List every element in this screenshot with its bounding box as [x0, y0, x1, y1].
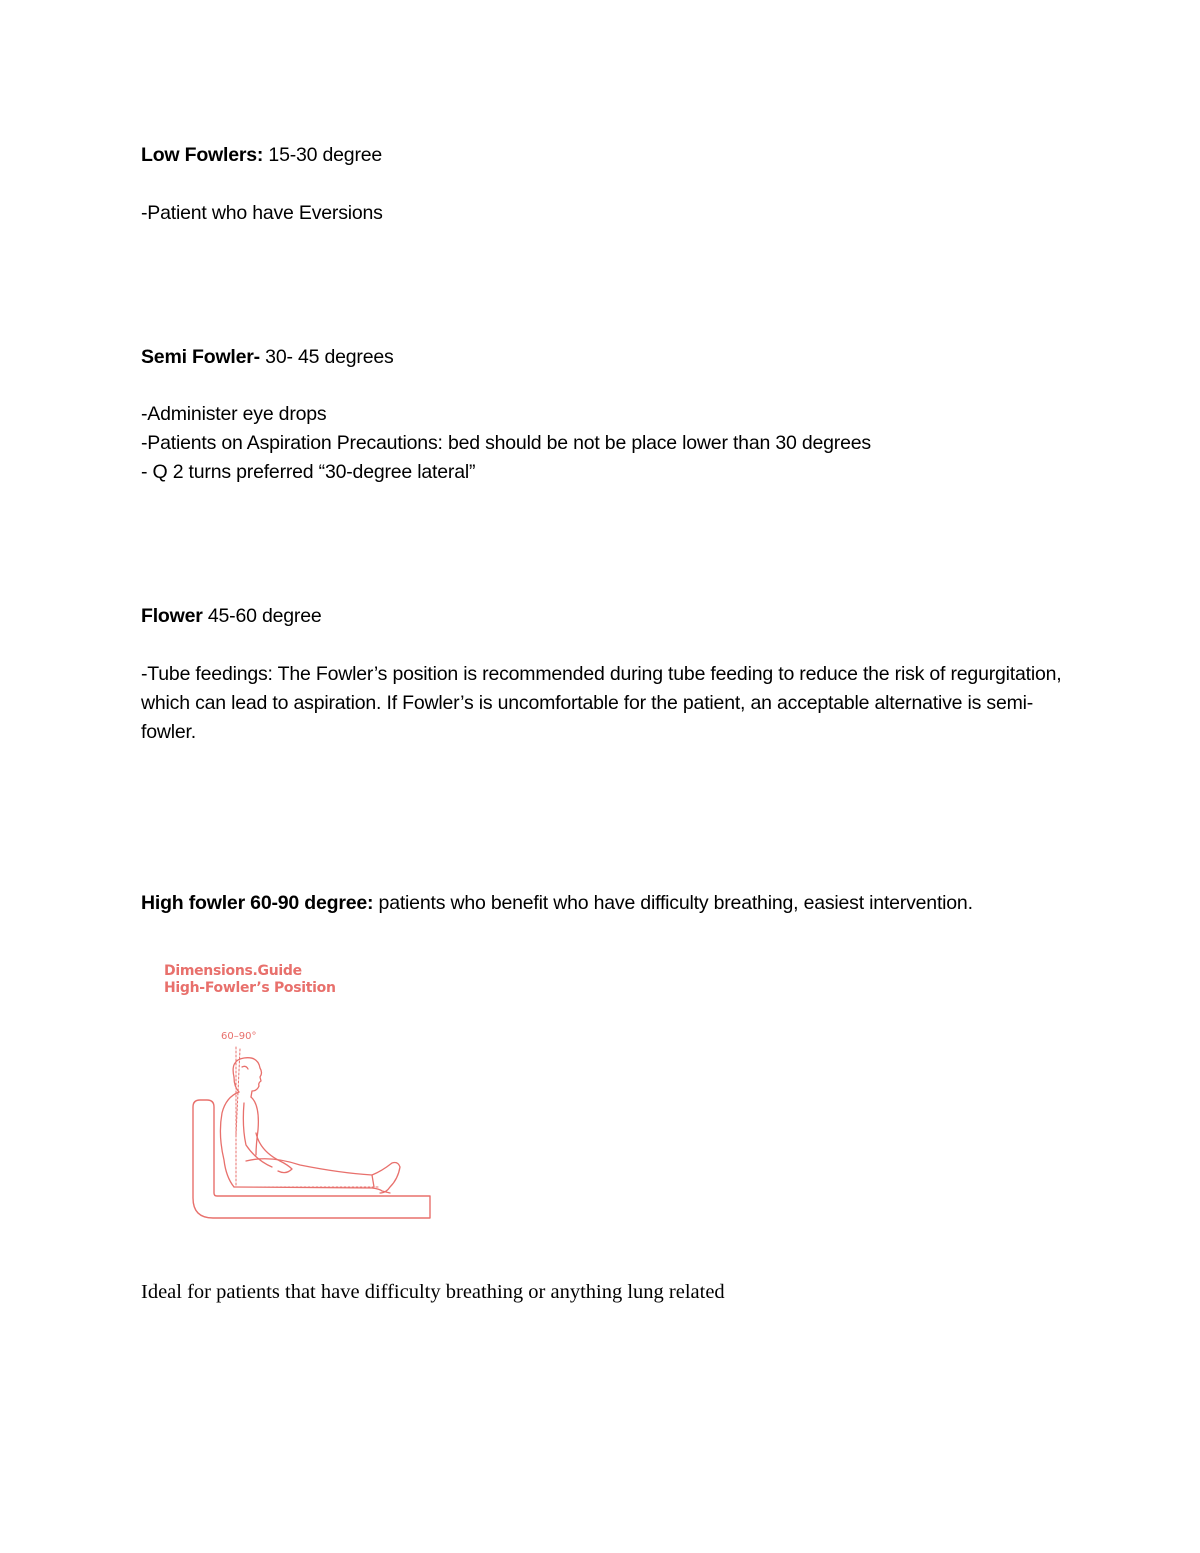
semi-fowler-range: 30- 45 degrees [259, 346, 394, 368]
fowler-title: Flower [141, 605, 203, 627]
low-fowlers-heading [141, 141, 382, 170]
low-fowlers-title: Low Fowlers: [141, 144, 264, 166]
patient-figure [220, 1058, 400, 1193]
figure-caption: High-Fowler’s Position [164, 980, 336, 996]
fowler-item: -Tube feedings: The Fowler’s position is recommended during tube feeding to reduce the risk of regurgitation, which can lead to aspiration. If Fowler’s is uncomfortable for the patient, an acceptable alternative is semi-fowler. [141, 663, 1062, 743]
semi-fowler-item: - Q 2 turns preferred “30-degree lateral” [141, 461, 476, 483]
semi-fowler-title: Semi Fowler- [141, 346, 260, 368]
semi-fowler-heading [141, 343, 394, 372]
low-fowlers-range: 15-30 degree [263, 144, 383, 166]
high-fowler-text: patients who benefit who have difficulty breathing, easiest intervention. [373, 892, 973, 914]
fowler-heading [141, 602, 321, 631]
figure-brand: Dimensions.Guide [164, 963, 302, 979]
fowler-range: 45-60 degree [202, 605, 322, 627]
bed-outline [193, 1100, 430, 1218]
semi-fowler-item: -Administer eye drops [141, 403, 327, 425]
low-fowlers-item: -Patient who have Eversions [141, 202, 383, 224]
semi-fowler-item: -Patients on Aspiration Precautions: bed should be not be place lower than 30 degrees [141, 432, 871, 454]
high-fowler-title: High fowler 60-90 degree: [141, 892, 374, 914]
patient-illustration [160, 955, 460, 1225]
high-fowler-figure [160, 955, 460, 1225]
angle-label: 60–90° [221, 1031, 257, 1042]
closing-note: Ideal for patients that have difficulty breathing or anything lung related [141, 1281, 725, 1303]
high-fowler-paragraph [141, 889, 1071, 918]
